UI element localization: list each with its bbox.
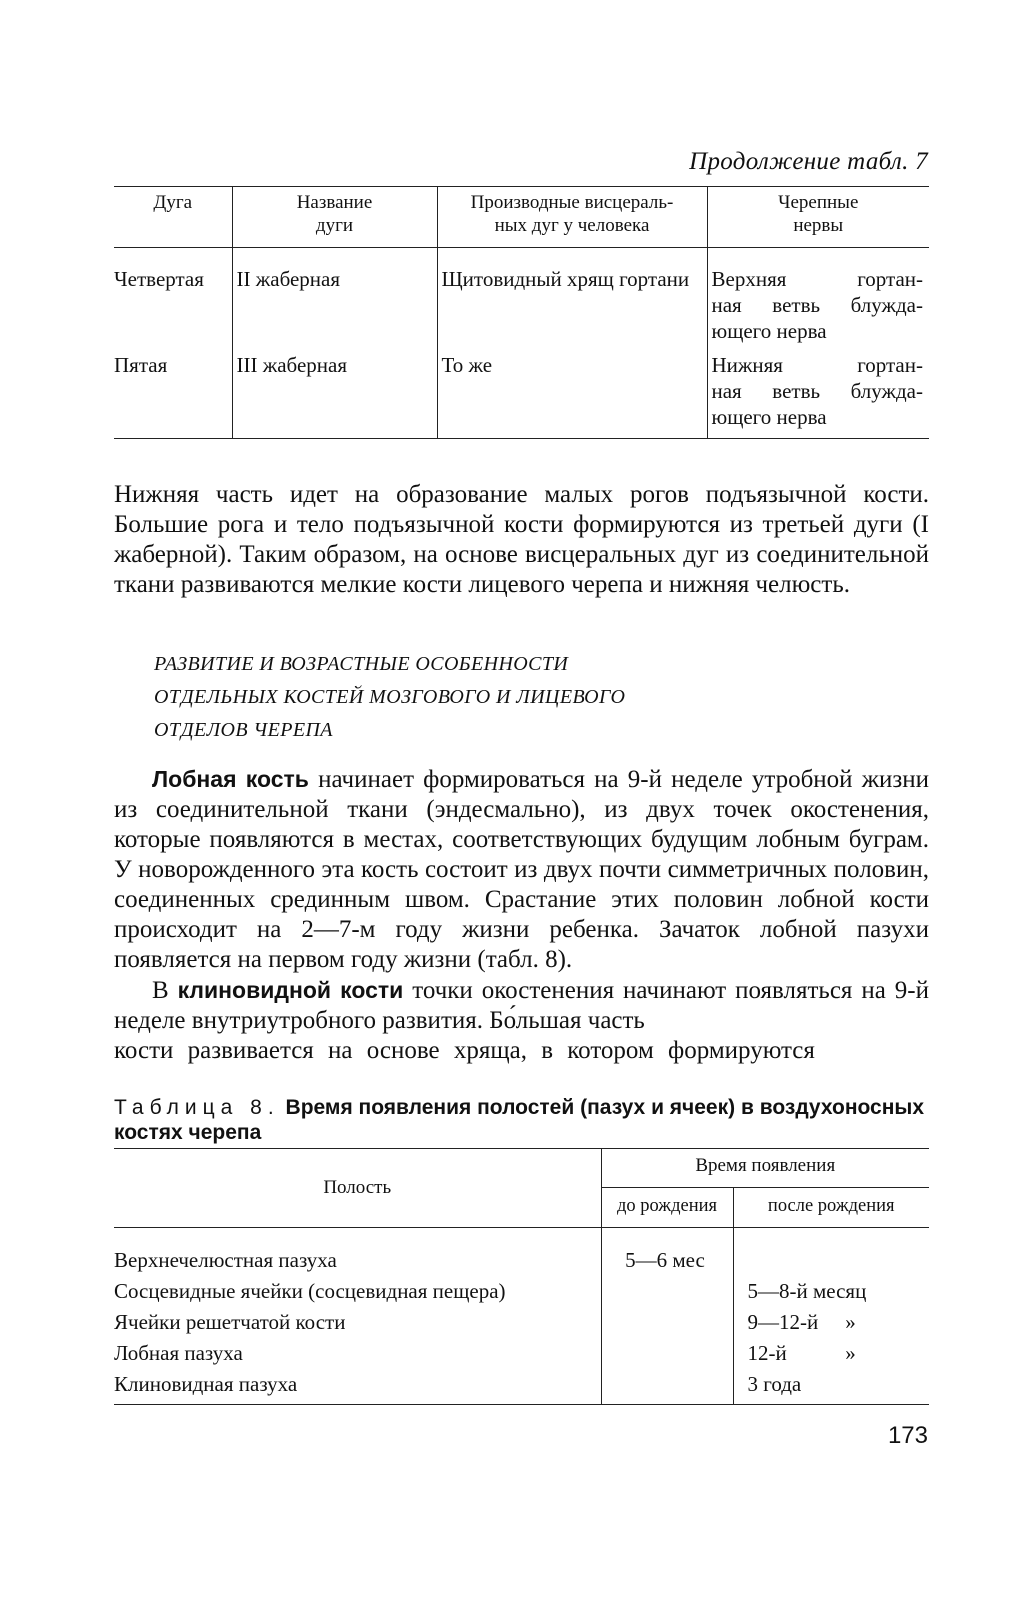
- table8: [114, 1148, 929, 1405]
- paragraph-frontal-bone: [114, 764, 929, 975]
- table7-cell-arc: Пятая: [114, 353, 168, 377]
- paragraph-sphenoid-bone: В клиновидной кости точки окостенения начинают появляться на 9-й неделе внутриутробного развития. Бо́льшая часть кости развивается на основе хряща, в котором формируются: [114, 977, 929, 1064]
- page-number: 173: [887, 1422, 928, 1449]
- table8-cell-cavity: Клиновидная пазуха: [114, 1372, 298, 1396]
- table8-cell-before: 5—6 мес: [601, 1228, 733, 1277]
- table8-header-cavity: Полость: [323, 1177, 392, 1198]
- ditto-mark: »: [845, 1310, 856, 1334]
- table7-cell-arc: Четвертая: [114, 267, 204, 291]
- table8-cell-after: 5—8-й месяц: [733, 1276, 929, 1307]
- table8-header-after-birth: после рождения: [733, 1188, 929, 1228]
- table8-header-time: Время появления: [601, 1149, 929, 1188]
- table7-cell-name: II жаберная: [232, 248, 437, 349]
- ditto-mark: »: [845, 1341, 856, 1365]
- table7-header-derivatives: Производные висцераль- ных дуг у человека: [437, 187, 707, 248]
- table7-header-arc: Дуга: [153, 192, 193, 213]
- section-heading: [154, 648, 625, 747]
- table-row: [114, 1338, 929, 1369]
- table-row: [114, 1276, 929, 1307]
- table7-cell-derivative: Щитовидный хрящ гортани: [437, 248, 707, 349]
- table8-caption: [114, 1095, 929, 1145]
- table7-cell-name: III жаберная: [232, 348, 437, 439]
- section-heading-line: ОТДЕЛЬНЫХ КОСТЕЙ МОЗГОВОГО И ЛИЦЕВОГО: [154, 686, 626, 708]
- table7-cell-derivative: То же: [437, 348, 707, 439]
- table8-cell-before: [601, 1307, 733, 1338]
- table8-caption-title: Время появления полостей (пазух и ячеек) в воздухоносных костях черепа: [114, 1096, 925, 1144]
- table8-caption-prefix: Таблица 8.: [114, 1096, 280, 1119]
- table8-cell-after: 12-й »: [733, 1338, 929, 1369]
- table-row: [114, 248, 929, 349]
- table8-cell-after: 9—12-й »: [733, 1307, 929, 1338]
- table7-cell-nerve: Верхняя гортан- ная ветвь блужда- ющего нерва: [707, 248, 929, 349]
- paragraph-hyoid: Нижняя часть идет на образование малых рогов подъязычной кости. Большие рога и тело подъязычной кости формируются из третьей дуги (I жаберной). Таким образом, на основе висцеральных дуг из соединительной ткани развиваются мелкие кости лицевого черепа и нижняя челюсть.: [114, 481, 929, 598]
- paragraph-sphenoid-text-cont: кости развивается на основе хряща, в котором формируются: [114, 1037, 815, 1064]
- table-row: [114, 348, 929, 439]
- table8-header-row: [114, 1149, 929, 1188]
- table-row: [114, 1228, 929, 1277]
- table8-cell-cavity: Верхнечелюстная пазуха: [114, 1248, 337, 1272]
- table8-cell-after: 3 года: [733, 1369, 929, 1405]
- table8-cell-cavity: Ячейки решетчатой кости: [114, 1310, 346, 1334]
- table8-header-before-birth: до рождения: [601, 1188, 733, 1228]
- table-row: [114, 1307, 929, 1338]
- table7-header-nerves: Черепные нервы: [707, 187, 929, 248]
- table8-cell-before: [601, 1338, 733, 1369]
- table8-cell-before: [601, 1369, 733, 1405]
- table7-continuation-label: Продолжение табл. 7: [689, 148, 928, 175]
- table7: [114, 186, 929, 439]
- term-sphenoid-bone: клиновидной кости: [177, 977, 404, 1003]
- table8-cell-before: [601, 1276, 733, 1307]
- section-heading-line: ОТДЕЛОВ ЧЕРЕПА: [154, 719, 333, 741]
- table-row: [114, 1369, 929, 1405]
- paragraph-sphenoid-text: точки окостенения начинают появляться на 9-й неделе внутриутробного развития. Бо́льшая часть: [114, 977, 929, 1034]
- table8-cell-cavity: Сосцевидные ячейки (сосцевидная пещера): [114, 1279, 506, 1303]
- section-heading-line: РАЗВИТИЕ И ВОЗРАСТНЫЕ ОСОБЕННОСТИ: [154, 653, 569, 675]
- table7-header-row: [114, 187, 929, 248]
- table7-header-name: Название дуги: [232, 187, 437, 248]
- table8-cell-after: [733, 1228, 929, 1277]
- table8-cell-cavity: Лобная пазуха: [114, 1341, 243, 1365]
- term-frontal-bone: Лобная кость: [152, 766, 309, 792]
- table7-cell-nerve: Нижняя гортан- ная ветвь блужда- ющего нерва: [707, 348, 929, 439]
- paragraph-frontal-text: начинает формироваться на 9-й неделе утробной жизни из соединительной ткани (эндесмально), из двух точек окостенения, которые появляются в местах, соответствующих будущим лобным буграм. У новорожденного эта кость состоит из двух почти симметричных половин, соединенных срединным швом. Срастание этих половин лобной кости происходит на 2—7-м году жизни ребенка. Зачаток лобной пазухи появляется на первом году жизни (табл. 8).: [114, 766, 929, 973]
